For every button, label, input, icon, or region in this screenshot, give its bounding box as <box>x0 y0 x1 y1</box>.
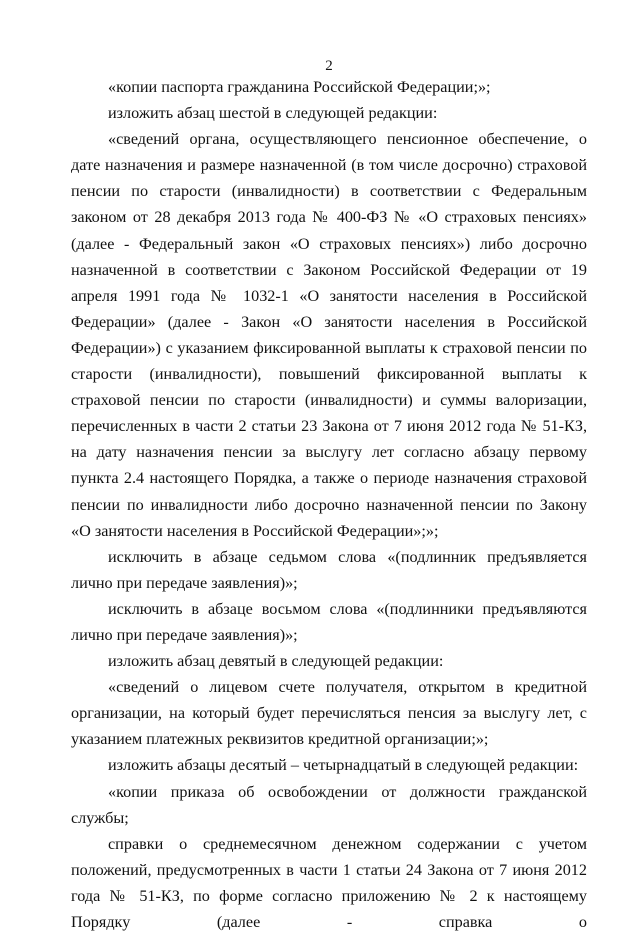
paragraph: «копии приказа об освобождении от должности гражданской службы; <box>71 782 587 827</box>
paragraph: изложить абзац шестой в следующей редакции: <box>108 104 438 123</box>
paragraph: «сведений о лицевом счете получателя, открытом в кредитной организации, на который будет перечисляться пенсия за выслугу лет, с указанием платежных реквизитов кредитной организации;»; <box>71 678 587 749</box>
paragraph: исключить в абзаце седьмом слова «(подлинник предъявляется лично при передаче заявления)»; <box>71 547 587 592</box>
paragraph: «копии паспорта гражданина Российской Федерации;»; <box>108 78 491 96</box>
paragraph: справки о среднемесячном денежном содержании с учетом положений, предусмотренных в части 1 статьи 24 Закона от 7 июня 2012 года № 51-КЗ, по форме согласно приложению № 2 к настоящему Порядку (далее - справка о <box>71 834 587 931</box>
page-number: 2 <box>325 58 333 74</box>
paragraph: изложить абзацы десятый – четырнадцатый в следующей редакции: <box>108 756 579 775</box>
paragraph: исключить в абзаце восьмом слова «(подлинники предъявляются лично при передаче заявления)»; <box>71 599 587 644</box>
paragraph: «сведений органа, осуществляющего пенсионное обеспечение, о дате назначения и размере назначенной (в том числе досрочно) страховой пенсии по старости (инвалидности) в соответствии с Федеральным законом от 28 декабря 2013 года № 400-ФЗ № «О страховых пенсиях» (далее - Федеральный закон «О страховых пенсиях») либо досрочно назначенной в соответствии с Законом Российской Федерации от 19 апреля 1991 года № 1032-1 «О занятости населения в Российской Федерации» (далее - Закон «О занятости населения в Российской Федерации») с указанием фиксированной выплаты к страховой пенсии по старости (инвалидности), повышений фиксированной выплаты к страховой пенсии по старости (инвалидности) и суммы валоризации, перечисленных в части 2 статьи 23 Закона от 7 июня 2012 года № 51-КЗ, на дату назначения пенсии за выслугу лет согласно абзацу первому пункта 2.4 настоящего Порядка, а также о периоде назначения страховой пенсии по инвалидности либо досрочно назначенной пенсии по Закону «О занятости населения в Российской Федерации»;»; <box>71 130 587 540</box>
paragraph: изложить абзац девятый в следующей редакции: <box>108 652 444 671</box>
document-body <box>71 74 587 935</box>
